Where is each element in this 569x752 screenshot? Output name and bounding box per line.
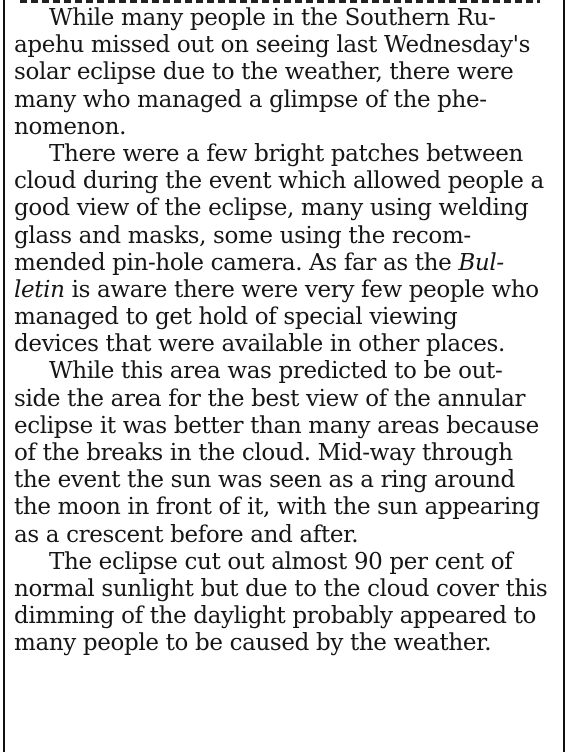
article-line: There were a few bright patches between [49, 140, 523, 167]
publication-name-italic-part-2: letin [14, 276, 65, 303]
article-line: good view of the eclipse, many using welding [14, 195, 529, 222]
article-line: managed to get hold of special viewing [14, 304, 458, 331]
article-line-with-italic [14, 277, 554, 304]
article-line: dimming of the daylight probably appeared to [14, 603, 536, 630]
article-line: as a crescent before and after. [14, 521, 359, 548]
article-line: devices that were available in other places. [14, 331, 505, 358]
article-line: many people to be caused by the weather. [14, 630, 492, 657]
article-line: While many people in the Southern Ru- [49, 5, 496, 31]
article-line: solar eclipse due to the weather, there were [14, 59, 514, 86]
left-border-rule [3, 0, 5, 752]
article-line: The eclipse cut out almost 90 per cent of [49, 548, 513, 575]
article-line: the moon in front of it, with the sun appearing [14, 494, 540, 521]
article-line: the event the sun was seen as a ring around [14, 467, 515, 494]
article-line: apehu missed out on seeing last Wednesday's [14, 32, 531, 59]
article-line: side the area for the best view of the annular [14, 385, 526, 412]
paragraph-4 [14, 549, 554, 658]
paragraph-2 [14, 141, 554, 359]
article-line-text: is aware there were very few people who [64, 276, 539, 303]
article-line: of the breaks in the cloud. Mid-way through [14, 440, 513, 466]
paragraph-3 [14, 358, 554, 548]
article-line-text: mended pin-hole camera. As far as the [14, 249, 459, 276]
article-line: normal sunlight but due to the cloud cover this [14, 575, 548, 602]
article-line: glass and masks, some using the recom- [14, 222, 471, 249]
publication-name-italic-part-1: Bul- [458, 249, 504, 276]
article-line: nomenon. [14, 113, 127, 140]
article-line: many who managed a glimpse of the phe- [14, 86, 487, 113]
article-line: eclipse it was better than many areas because [14, 412, 539, 439]
top-rule [20, 0, 540, 3]
right-border-rule [563, 0, 565, 752]
article-line-with-italic [14, 250, 554, 277]
article-body [14, 5, 554, 658]
article-line: cloud during the event which allowed people a [14, 168, 544, 195]
article-line: While this area was predicted to be out- [49, 358, 503, 385]
paragraph-1 [14, 5, 554, 141]
